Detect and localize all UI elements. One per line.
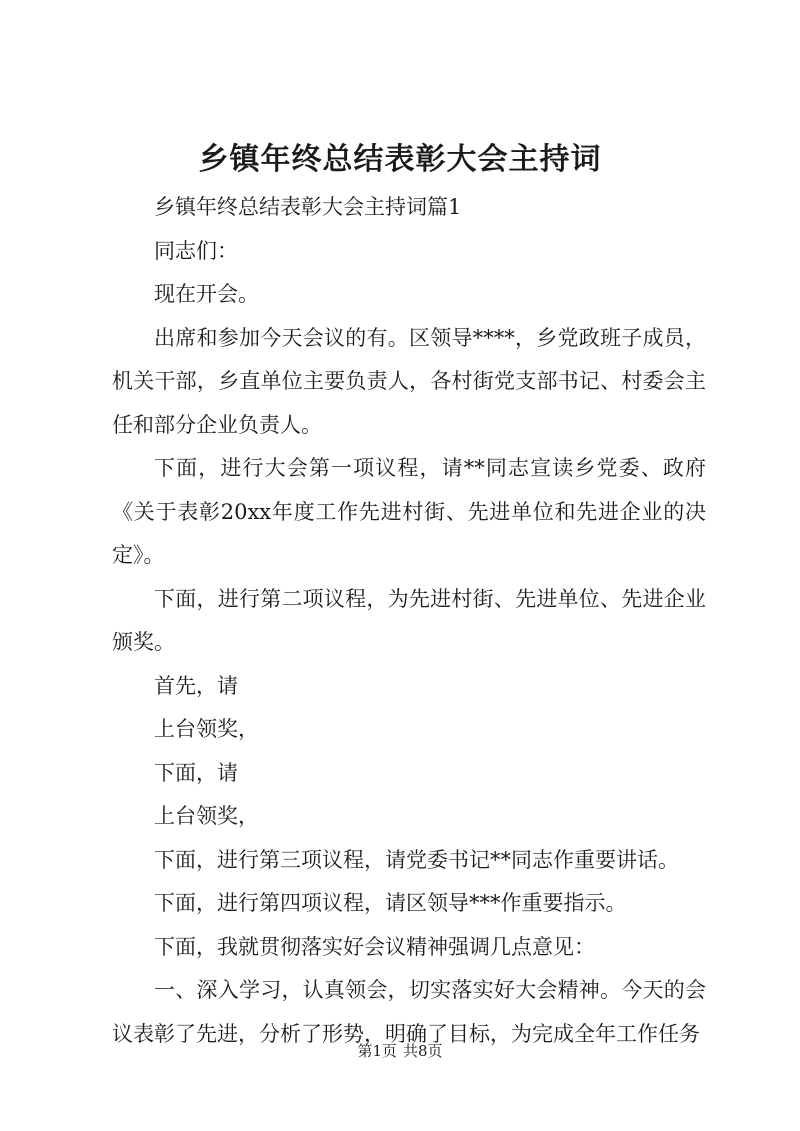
paragraph: 上台领奖， [154,804,259,828]
paragraph: 下面，请 [154,760,238,785]
paragraph: 出席和参加今天会议的有。区领导****，乡党政班子成员，机关干部，乡直单位主要负责人，各村街党支部书记、村委会主任和部分企业负责人。 [112,325,706,437]
page-total: 共8页 [403,1042,443,1060]
paragraph: 下面，进行第四项议程，请区领导***作重要指示。 [154,891,627,915]
paragraph: 下面，进行大会第一项议程，请**同志宣读乡党委、政府《关于表彰20xx年度工作先进村街、先进单位和先进企业的决定》。 [112,456,706,567]
paragraph: 下面，我就贯彻落实好会议精神强调几点意见： [154,934,595,959]
page-number: 第1页 [357,1042,397,1060]
paragraph: 上台领奖， [154,717,259,741]
document-title: 乡镇年终总结表彰大会主持词 [198,142,602,177]
paragraph: 一、深入学习，认真领会，切实落实好大会精神。今天的会议表彰了先进，分析了形势，明确了目标，为完成全年工作任务 [112,978,706,1046]
paragraph: 下面，进行第二项议程，为先进村街、先进单位、先进企业颁奖。 [112,586,706,654]
document-body [112,186,706,1056]
page-footer [0,1040,800,1062]
paragraph: 现在开会。 [154,282,259,306]
paragraph: 首先，请 [154,673,238,698]
paragraph: 乡镇年终总结表彰大会主持词篇1 [154,195,462,219]
paragraph: 下面，进行第三项议程，请党委书记**同志作重要讲话。 [154,847,679,872]
paragraph: 同志们： [154,238,238,263]
